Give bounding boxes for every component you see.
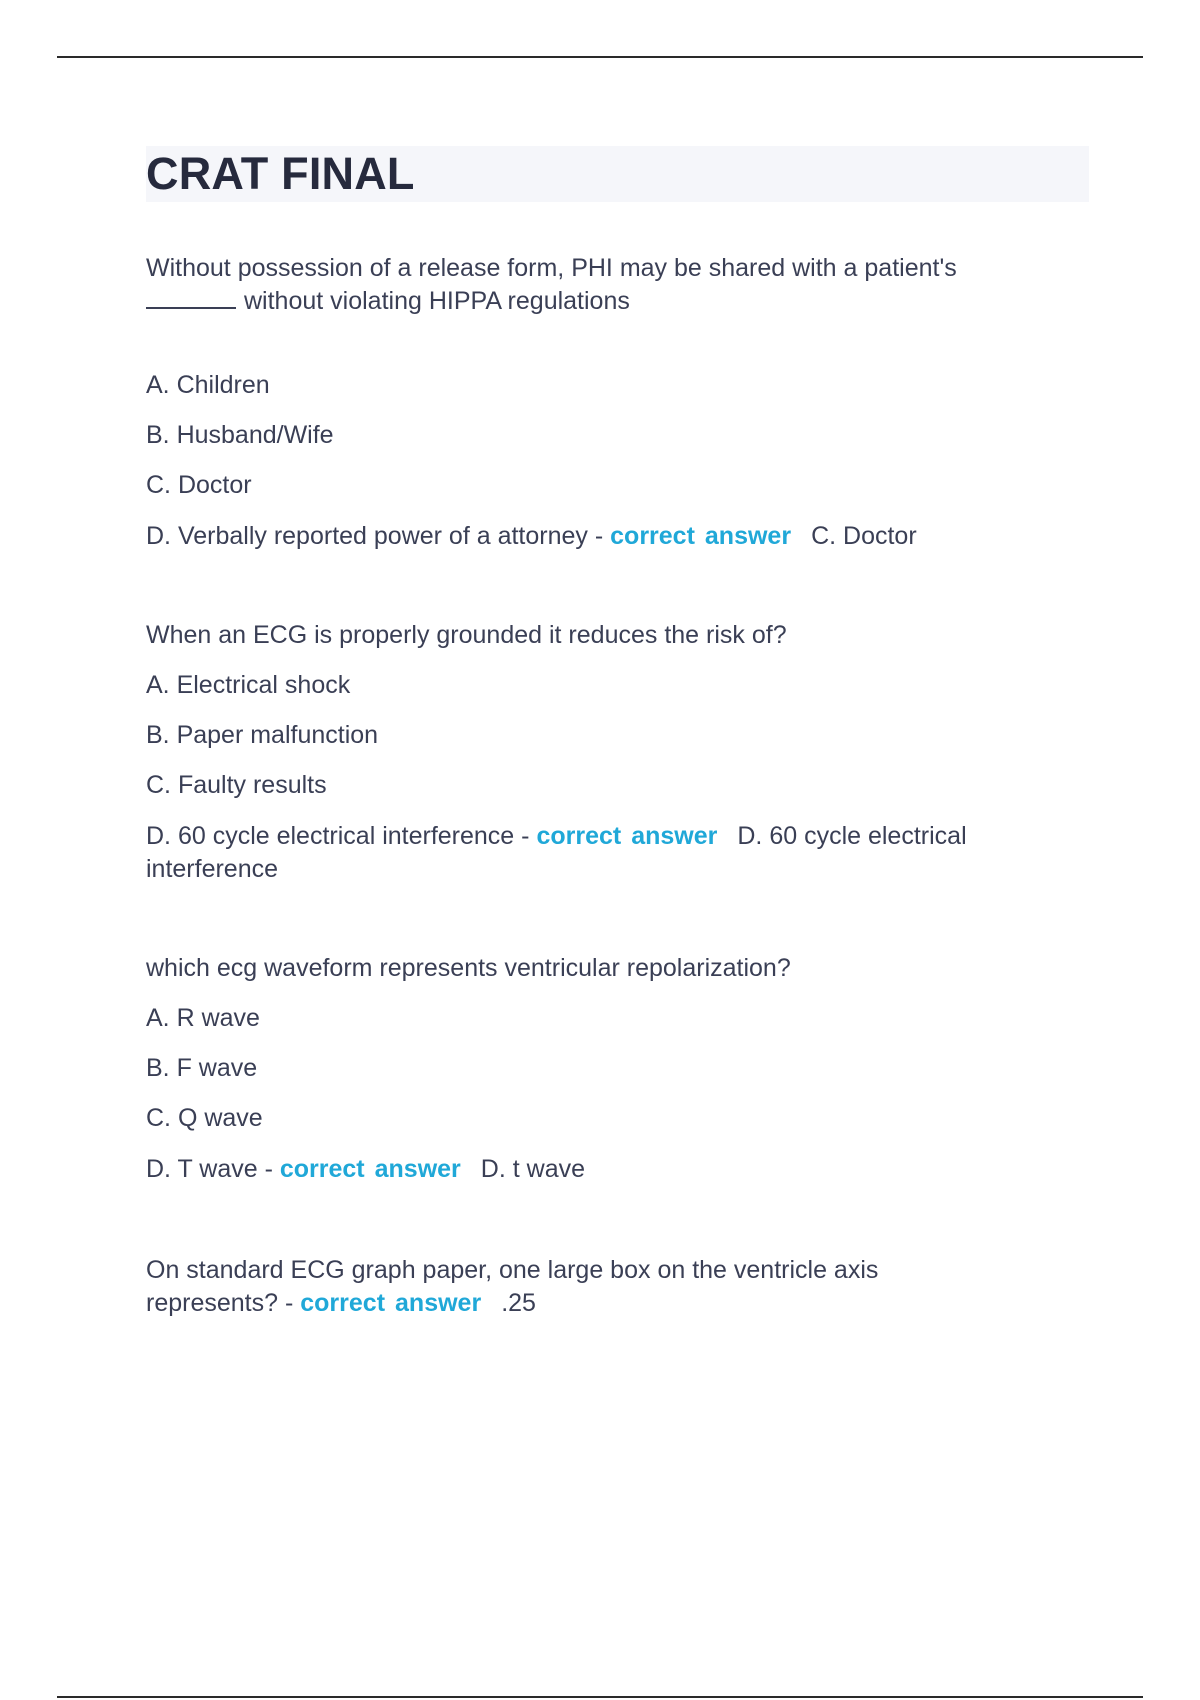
question-2 (146, 619, 1089, 886)
page-content (146, 146, 1089, 1320)
question-1-option-b: B. Husband/Wife (146, 421, 334, 449)
correct-answer-label (280, 1155, 461, 1183)
bottom-rule (57, 1696, 1143, 1698)
correct-word: correct (610, 522, 695, 550)
question-4 (146, 1254, 966, 1320)
question-1 (146, 252, 1089, 553)
question-2-option-d-text: D. 60 cycle electrical interference - (146, 822, 530, 850)
question-1-text-before-blank: Without possession of a release form, PHI may be shared with a patient's (146, 254, 957, 282)
question-1-option-c: C. Doctor (146, 471, 252, 499)
question-1-answer: C. Doctor (811, 522, 917, 550)
question-4-text-body: On standard ECG graph paper, one large box on the ventricle axis represents? - (146, 1256, 879, 1317)
page-title: CRAT FINAL (146, 148, 415, 199)
question-2-text: When an ECG is properly grounded it reduces the risk of? (146, 621, 787, 649)
question-3-option-d-text: D. T wave - (146, 1155, 273, 1183)
correct-word: correct (300, 1289, 386, 1317)
correct-answer-label (300, 1289, 481, 1317)
answer-word: answer (395, 1289, 482, 1317)
question-2-option-a: A. Electrical shock (146, 671, 351, 699)
question-2-option-c: C. Faulty results (146, 771, 327, 799)
question-3-answer: D. t wave (480, 1155, 585, 1183)
question-3-option-b: B. F wave (146, 1054, 258, 1082)
question-2-answer: D. 60 cycle electrical interference (146, 822, 967, 883)
top-rule (57, 56, 1143, 58)
correct-word: correct (279, 1155, 365, 1183)
question-1-text-after-blank: without violating HIPPA regulations (244, 287, 630, 315)
question-2-option-b: B. Paper malfunction (146, 721, 379, 749)
question-2-option-d (146, 820, 1089, 886)
question-1-option-a: A. Children (146, 371, 270, 399)
question-3-text: which ecg waveform represents ventricular repolarization? (146, 954, 791, 982)
question-4-answer: .25 (501, 1289, 536, 1317)
answer-word: answer (374, 1155, 461, 1183)
question-1-option-d-text: D. Verbally reported power of a attorney - (146, 522, 604, 550)
question-4-text (146, 1254, 966, 1320)
answer-word: answer (704, 522, 792, 550)
correct-word: correct (536, 822, 622, 850)
answer-word: answer (631, 822, 718, 850)
correct-answer-label (536, 822, 717, 850)
title-bar (146, 146, 1089, 202)
correct-answer-label (610, 522, 791, 550)
question-1-option-d (146, 520, 1089, 553)
question-3 (146, 952, 1089, 1186)
question-3-option-a: A. R wave (146, 1004, 260, 1032)
fill-in-blank (146, 307, 236, 309)
question-3-option-d (146, 1153, 1089, 1186)
question-3-option-c: C. Q wave (146, 1104, 263, 1132)
question-1-text (146, 252, 1089, 318)
